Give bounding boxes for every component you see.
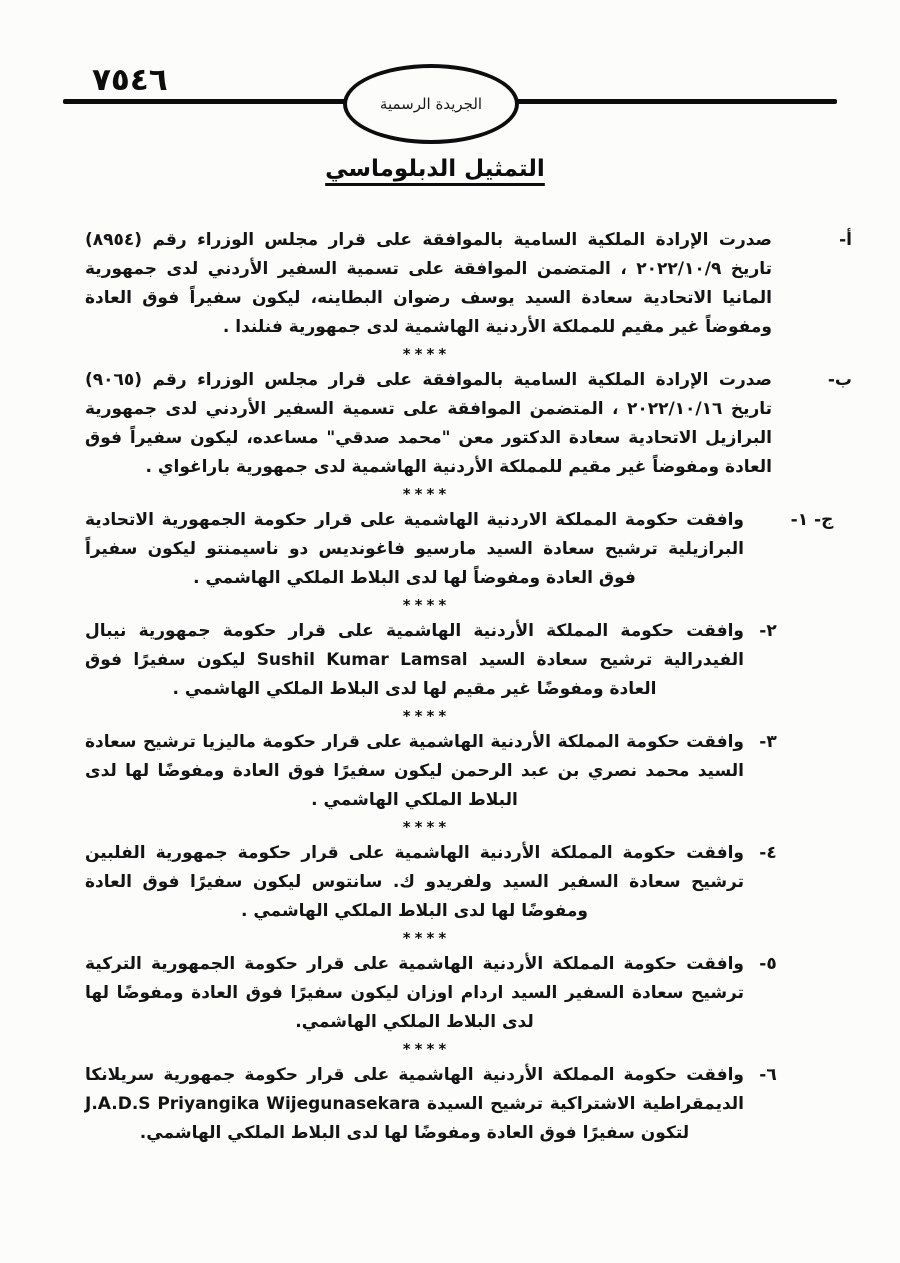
page-number: ٧٥٤٦ [92,62,168,98]
document-body [85,226,852,1148]
item-text: وافقت حكومة المملكة الأردنية الهاشمية على قرار حكومة الجمهورية التركية ترشيح سعادة السفير السيد اردام اوزان ليكون سفيرًا فوق العادة ومفوضًا لها لدى البلاط الملكي الهاشمي. [85,954,744,1032]
stars-separator: **** [402,818,451,836]
stars-separator: **** [402,345,451,363]
item-text: صدرت الإرادة الملكية السامية بالموافقة على قرار مجلس الوزراء رقم (٩٠٦٥) تاريخ ٢٠٢٢/١٠/١٦ ، المتضمن الموافقة على تسمية السفير الأردني لدى جمهورية البرازيل الاتحادية سعادة الدكتور معن "محمد صدقي" مساعده، ليكون سفيراً فوق العادة ومفوضاً غير مقيم للمملكة الأردنية الهاشمية لدى جمهورية باراغواي . [85,370,773,477]
item-text: وافقت حكومة المملكة الاردنية الهاشمية على قرار حكومة الجمهورية الاتحادية البرازيلية ترشيح سعادة السيد مارسيو فاغونديس دو ناسيمنتو ليكون سفيراً فوق العادة ومفوضاً لها لدى البلاط الملكي الهاشمي . [85,510,744,588]
item-marker: أ- [839,230,852,250]
section-title: التمثيل الدبلوماسي [325,156,545,182]
item-text: صدرت الإرادة الملكية السامية بالموافقة على قرار مجلس الوزراء رقم (٨٩٥٤) تاريخ ٢٠٢٢/١٠/٩ ، المتضمن الموافقة على تسمية السفير الأردني لدى جمهورية المانيا الاتحادية سعادة السيد يوسف رضوان البطاينه، ليكون سفيراً فوق العادة ومفوضاً غير مقيم للمملكة الأردنية الهاشمية لدى جمهورية فنلندا . [85,230,772,337]
decree-item [85,366,852,482]
decree-item [85,839,777,926]
item-text: وافقت حكومة المملكة الأردنية الهاشمية على قرار حكومة ماليزيا ترشيح سعادة السيد محمد نصري بن عبد الرحمن ليكون سفيرًا فوق العادة ومفوضًا لها لدى البلاط الملكي الهاشمي . [85,732,744,810]
item-marker: ب- [827,370,852,390]
decree-item [85,1061,777,1148]
item-marker: ٣- [759,732,777,752]
item-marker: ٦- [759,1065,777,1085]
stars-separator: **** [402,1040,451,1058]
item-marker: ٥- [759,954,777,974]
item-text: وافقت حكومة المملكة الأردنية الهاشمية على قرار حكومة جمهورية سريلانكا الديمقراطية الاشتراكية ترشيح السيدة J.A.D.S Priyangika Wijegunasekara لتكون سفيرًا فوق العادة ومفوضًا لها لدى البلاط الملكي الهاشمي. [85,1065,744,1143]
item-marker: ٤- [759,843,777,863]
gazette-name-badge [343,64,519,144]
decree-item [85,950,777,1037]
decree-item [85,226,852,342]
decree-item [85,617,777,704]
item-marker: ج- ١- [790,510,834,530]
decree-item [85,728,777,815]
item-text: وافقت حكومة المملكة الأردنية الهاشمية على قرار حكومة جمهورية الفلبين ترشيح سعادة السفير السيد ولفريدو ك. سانتوس ليكون سفيرًا فوق العادة ومفوضًا لها لدى البلاط الملكي الهاشمي . [85,843,744,921]
item-marker: ٢- [759,621,777,641]
decree-item [85,506,834,593]
stars-separator: **** [402,485,451,503]
item-text: وافقت حكومة المملكة الأردنية الهاشمية على قرار حكومة جمهورية نيبال الفيدرالية ترشيح سعادة السيد Sushil Kumar Lamsal ليكون سفيرًا فوق العادة ومفوضًا غير مقيم لها لدى البلاط الملكي الهاشمي . [85,621,744,699]
stars-separator: **** [402,929,451,947]
stars-separator: **** [402,596,451,614]
stars-separator: **** [402,707,451,725]
gazette-name-label: الجريدة الرسمية [379,95,483,113]
